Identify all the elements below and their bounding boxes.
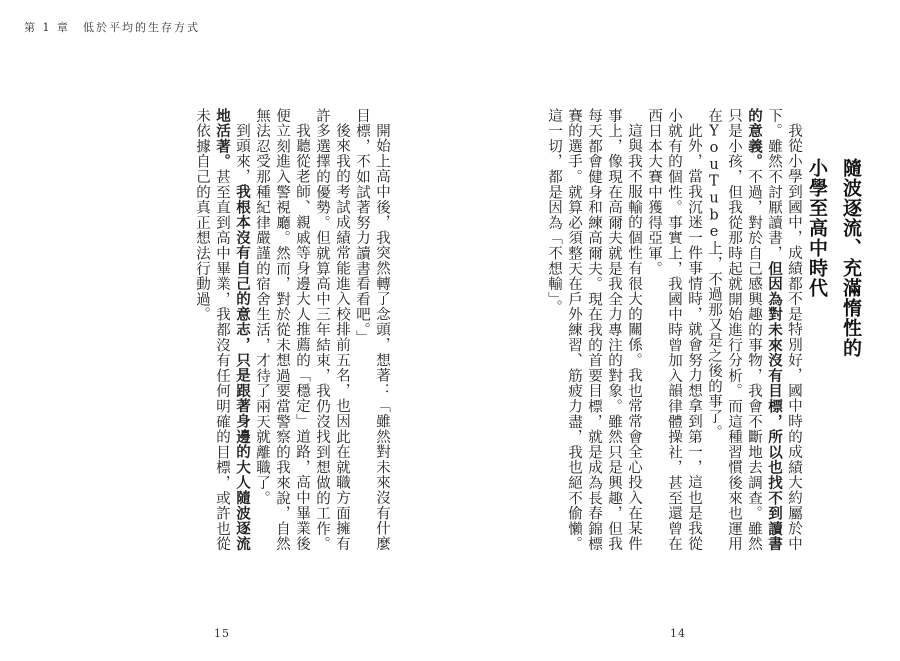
right-body-text [474, 108, 804, 560]
section-title-line: 小學至高中時代 [806, 158, 828, 298]
paragraph-text: 到頭來， [234, 122, 250, 184]
body-paragraph [352, 108, 392, 560]
body-paragraph [704, 108, 804, 560]
body-paragraph [192, 108, 252, 560]
section-title [800, 158, 868, 458]
section-title-line: 隨波逐流、充滿惰性的 [840, 158, 862, 358]
paragraph-text: 此外，當我沉迷一件事情時，就會努力想拿到第一，這也是我從小就有的個性。事實上，我國中時曾加入韻律體操社，甚至還曾在西日本大賽中獲得亞軍。 [646, 108, 702, 552]
emphasized-text: 我根本沒有自己的意志，只是跟著身邊的大人隨波逐流地活著。 [214, 108, 250, 551]
paragraph-text: 開始上高中後，我突然轉了念頭，想著：「雖然對未來沒有什麼目標，不如試著努力讀書看看吧。」 [354, 108, 390, 551]
body-paragraph [544, 108, 644, 560]
page-number-right: 14 [670, 627, 686, 640]
page-number-left: 15 [214, 627, 230, 640]
paragraph-text: 甚至直到高中畢業，我都沒有任何明確的目標，或許也從未依據自己的真正想法行動過。 [194, 108, 230, 552]
paragraph-text: 我從小學到國中，成績都不是特別好，國中時的成績大約屬於中下。雖然不討厭讀書， [766, 108, 802, 551]
body-paragraph [312, 108, 352, 560]
right-page [450, 0, 900, 661]
paragraph-text: 不過，對於自己感興趣的事物，我會不斷地去調查。雖然只是小孩，但我從那時起就開始進行分析。而這種習慣後來也運用在YouTube上，不過那又是之後的事了。 [706, 108, 762, 552]
paragraph-text: 我聽從老師、親戚等身邊大人推薦的「穩定」道路，高中畢業後便立刻進入警視廳。然而，對於從未想過要當警察的我來說，自然無法忍受那種紀律嚴謹的宿舍生活，才待了兩天就離職了。 [254, 108, 310, 552]
left-body-text [52, 108, 392, 560]
body-paragraph [252, 108, 312, 560]
paragraph-text: 後來我的考試成績常能進入校排前五名，也因此在就職方面擁有許多選擇的優勢。但就算高中三年結束，我仍沒找到想做的工作。 [314, 108, 350, 552]
emphasized-text: 但因為對未來沒有目標，所以也找不到讀書的意義。 [746, 108, 782, 552]
paragraph-text: 這與我不服輸的個性有很大的關係。我也常常會全心投入在某件事上，像現在高爾夫就是我全力專注的對象。雖然只是興趣，但我每天都會健身和練高爾夫。現在我的首要目標，就是成為長春錦標賽的選手。就算必須整天在戶外練習、筋疲力盡，我也絕不偷懶。這一切，都是因為「不想輸」。 [546, 108, 642, 552]
body-paragraph [644, 108, 704, 560]
chapter-header: 第 1 章 低於平均的生存方式 [24, 21, 200, 34]
